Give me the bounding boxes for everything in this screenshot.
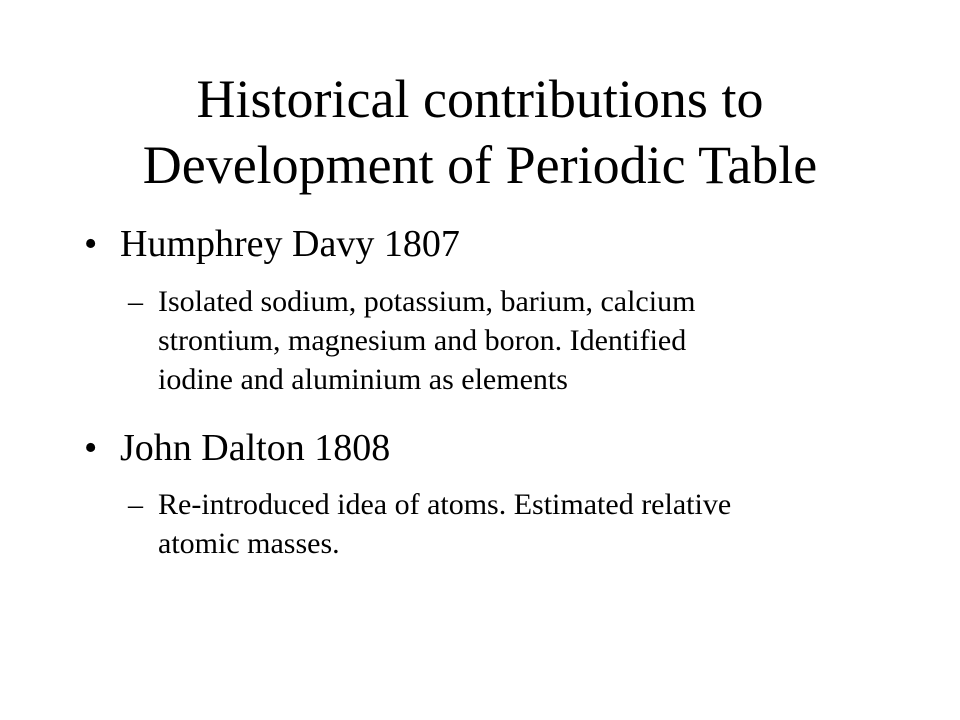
sub-bullet-text — [158, 485, 888, 563]
sub-line: Isolated sodium, potassium, barium, calcium — [158, 285, 696, 318]
dash-icon: – — [128, 488, 143, 521]
bullet-icon: • — [84, 427, 98, 469]
title-line-2: Development of Periodic Table — [142, 135, 818, 195]
sub-line: strontium, magnesium and boron. Identified — [158, 324, 687, 357]
title-line-1: Historical contributions to — [196, 69, 764, 129]
sub-line: iodine and aluminium as elements — [158, 363, 568, 396]
bullet-item-davy — [84, 222, 460, 266]
sub-bullet-davy — [128, 282, 888, 399]
bullet-heading: Humphrey Davy 1807 — [120, 223, 460, 265]
bullet-icon: • — [84, 223, 98, 265]
bullet-heading: John Dalton 1808 — [120, 427, 391, 469]
sub-bullet-text — [158, 282, 888, 399]
dash-icon: – — [128, 285, 143, 318]
sub-line: Re-introduced idea of atoms. Estimated relative — [158, 488, 732, 521]
bullet-item-dalton — [84, 426, 390, 470]
sub-bullet-dalton — [128, 485, 888, 563]
sub-line: atomic masses. — [158, 527, 340, 560]
